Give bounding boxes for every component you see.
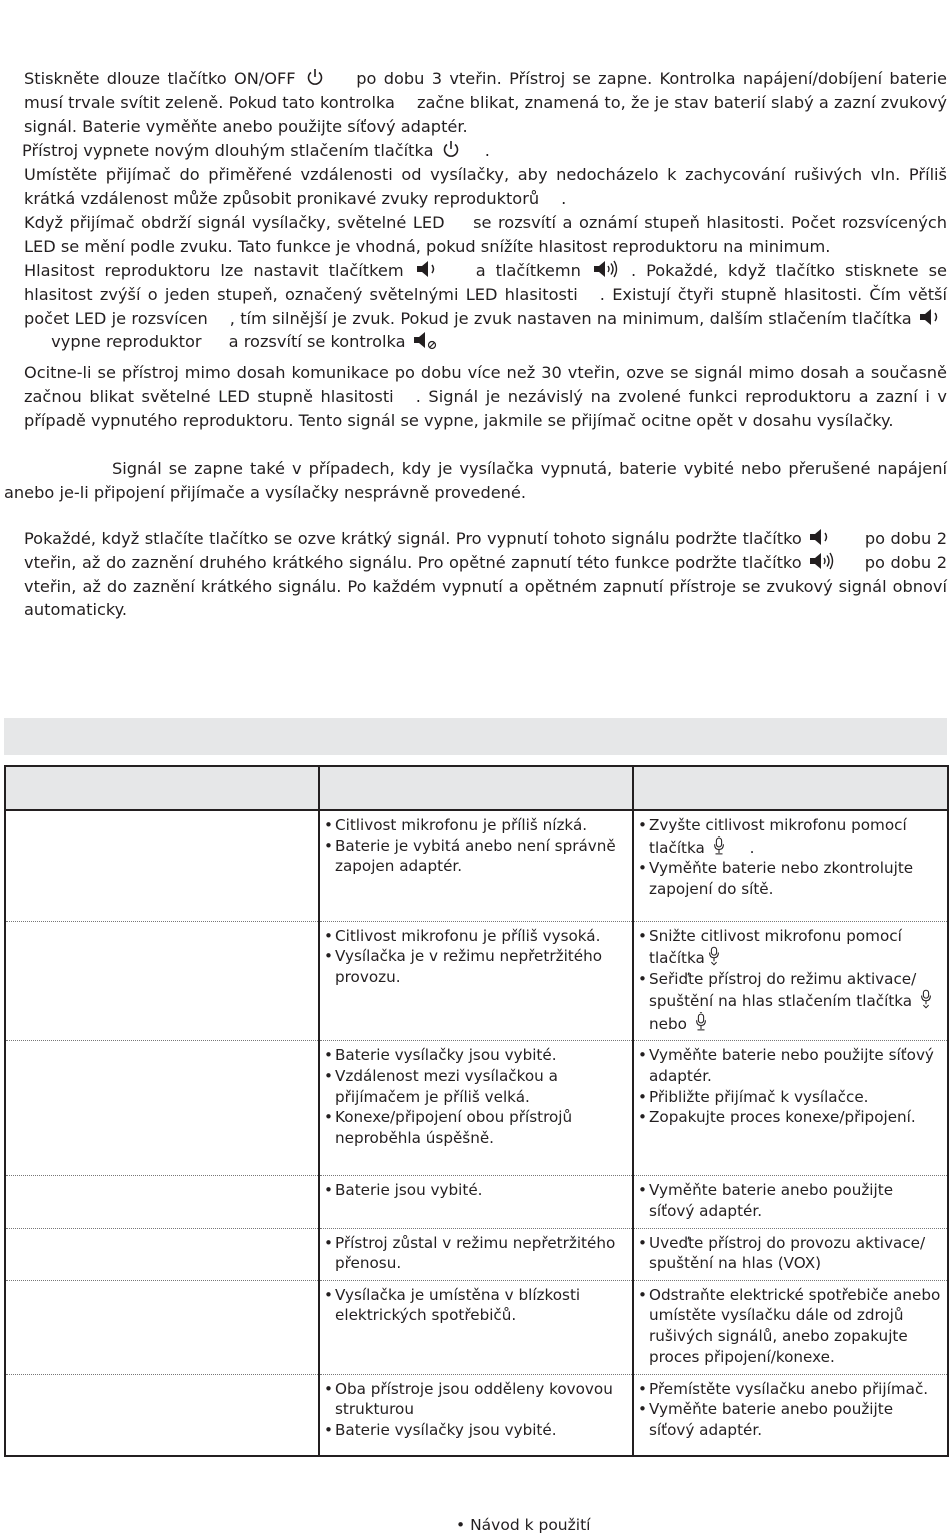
volume-down-icon xyxy=(416,259,442,279)
problem-cell xyxy=(5,1374,319,1456)
solution-cell: • Přemístěte vysílačku anebo přijímač. • Vyměňte baterie anebo použijte síťový adaptér. xyxy=(633,1374,948,1456)
table-row xyxy=(5,1041,948,1176)
cause-cell: • Oba přístroje jsou odděleny kovovou strukturou • Baterie vysílačky jsou vybité. xyxy=(319,1374,633,1456)
solution-cell: • Vyměňte baterie nebo použijte síťový adaptér. • Přibližte přijímač k vysílačce. • Zopakujte proces konexe/připojení. xyxy=(633,1041,948,1176)
cause-cell: • Citlivost mikrofonu je příliš vysoká. • Vysílačka je v režimu nepřetržitého provozu. xyxy=(319,921,633,1041)
problem-cell xyxy=(5,1041,319,1176)
cause-cell: • Citlivost mikrofonu je příliš nízká. • Baterie je vybitá anebo není správně zapojen adaptér. xyxy=(319,810,633,921)
microphone-icon xyxy=(712,836,726,856)
paragraph-led: Když přijímač obdrží signál vysílačky, světelné LED se rozsvítí a oznámí stupeň hlasitosti. Počet rozsvícených LED se mění podle zvuku. Tato funkce je vhodná, pokud snížíte hlasitost reproduktoru na minimum. xyxy=(24,213,947,256)
solution-cell: • Odstraňte elektrické spotřebiče anebo umístěte vysílačku dále od zdrojů rušivých signálů, anebo zopakujte proces připojení/konexe. xyxy=(633,1280,948,1374)
problem-cell xyxy=(5,1228,319,1280)
table-row xyxy=(5,1280,948,1374)
volume-up-icon xyxy=(809,551,835,571)
cause-cell: • Baterie vysílačky jsou vybité. • Vzdálenost mezi vysílačkou a přijímačem je příliš velká. • Konexe/připojení obou přístrojů neproběhla úspěšně. xyxy=(319,1041,633,1176)
problem-cell xyxy=(5,921,319,1041)
paragraph-power-on: Stiskněte dlouze tlačítko ON/OFF po dobu 3 vteřin. Přístroj se zapne. Kontrolka napájení/dobíjení baterie musí trvale svítit zeleně. Pokud tato kontrolka začne blikat, znamená to, že je stav baterií slabý a zazní zvukový signál. Baterie vyměňte anebo použijte síťový adaptér. xyxy=(24,69,947,136)
table-row xyxy=(5,1374,948,1456)
problem-cell xyxy=(5,1280,319,1374)
power-icon xyxy=(441,139,461,159)
volume-down-icon xyxy=(919,307,945,327)
table-header-row xyxy=(5,766,948,810)
mic-sensitivity-down-icon xyxy=(707,946,721,966)
solution-cell: • Snižte citlivost mikrofonu pomocí tlačítka • Seřiďte přístroj do režimu aktivace/ spuštění na hlas stlačením tlačítka nebo xyxy=(633,921,948,1041)
cause-cell: • Vysílačka je umístěna v blízkosti elektrických spotřebičů. xyxy=(319,1280,633,1374)
cause-cell: • Baterie jsou vybité. xyxy=(319,1176,633,1228)
paragraph-signal-note: Signál se zapne také v případech, kdy je vysílačka vypnutá, baterie vybité nebo přerušené napájení anebo je-li připojení přijímače a vysílačky nesprávně provedené. xyxy=(4,459,947,502)
header-problem xyxy=(5,766,319,810)
paragraph-placement: Umístěte přijímač do přiměřené vzdálenosti od vysílačky, aby nedocházelo k zachycování rušivých vln. Příliš krátká vzdálenost může způsobit pronikavé zvuky reproduktorů . xyxy=(24,165,947,208)
solution-cell: • Uveďte přístroj do provozu aktivace/ spuštění na hlas (VOX) xyxy=(633,1228,948,1280)
troubleshooting-table xyxy=(4,765,949,1457)
problem-cell xyxy=(5,810,319,921)
paragraph-beep: Pokaždé, když stlačíte tlačítko se ozve krátký signál. Pro vypnutí tohoto signálu podržte tlačítko po dobu 2 vteřin, až do zaznění druhého krátkého signálu. Pro opětné zapnutí této funkce podržte tlačítko po dobu 2 vteřin, až do zaznění krátkého signálu. Po každém vypnutí a opětném zapnutí přístroje se zvukový signál obnoví automaticky. xyxy=(24,529,948,620)
paragraph-volume: Hlasitost reproduktoru lze nastavit tlačítkem a tlačítkemn . Pokaždé, když tlačítko stisknete se hlasitost zvýší o jeden stupeň, označený světelnými LED hlasitosti . Existují čtyři stupně hlasitosti. Čím větší počet LED je rozsvícen , tím silnější je zvuk. Pokud je zvuk nastaven na minimum, dalším stlačením tlačítka vypne reproduktor a rozsvítí se kontrolka xyxy=(24,261,948,352)
table-row xyxy=(5,810,948,921)
cause-cell: • Přístroj zůstal v režimu nepřetržitého přenosu. xyxy=(319,1228,633,1280)
speaker-off-icon xyxy=(413,330,439,350)
problem-cell xyxy=(5,1176,319,1228)
solution-cell: • Zvyšte citlivost mikrofonu pomocí tlačítka . • Vyměňte baterie nebo zkontrolujte zapojení do sítě. xyxy=(633,810,948,921)
table-row xyxy=(5,1176,948,1228)
volume-up-icon xyxy=(593,259,619,279)
table-row xyxy=(5,1228,948,1280)
mic-sensitivity-down-icon xyxy=(919,989,933,1009)
paragraph-power-off: Přístroj vypnete novým dlouhým stlačením tlačítka . xyxy=(22,141,490,160)
header-cause xyxy=(319,766,633,810)
header-solution xyxy=(633,766,948,810)
footer-label: • Návod k použití xyxy=(456,1516,591,1534)
microphone-icon xyxy=(694,1012,708,1032)
paragraph-out-of-range: Ocitne-li se přístroj mimo dosah komunikace po dobu více než 30 vteřin, ozve se signál mimo dosah a současně začnou blikat světelné LED stupně hlasitosti . Signál je nezávislý na zvolené funkci reproduktoru a zazní i v případě vypnutého reproduktoru. Tento signál se vypne, jakmile se přijímač ocitne opět v dosahu vysílačky. xyxy=(24,363,948,430)
table-row xyxy=(5,921,948,1041)
power-icon xyxy=(305,67,325,87)
solution-cell: • Vyměňte baterie anebo použijte síťový adaptér. xyxy=(633,1176,948,1228)
section-header-band xyxy=(4,718,947,755)
volume-down-icon xyxy=(809,527,835,547)
